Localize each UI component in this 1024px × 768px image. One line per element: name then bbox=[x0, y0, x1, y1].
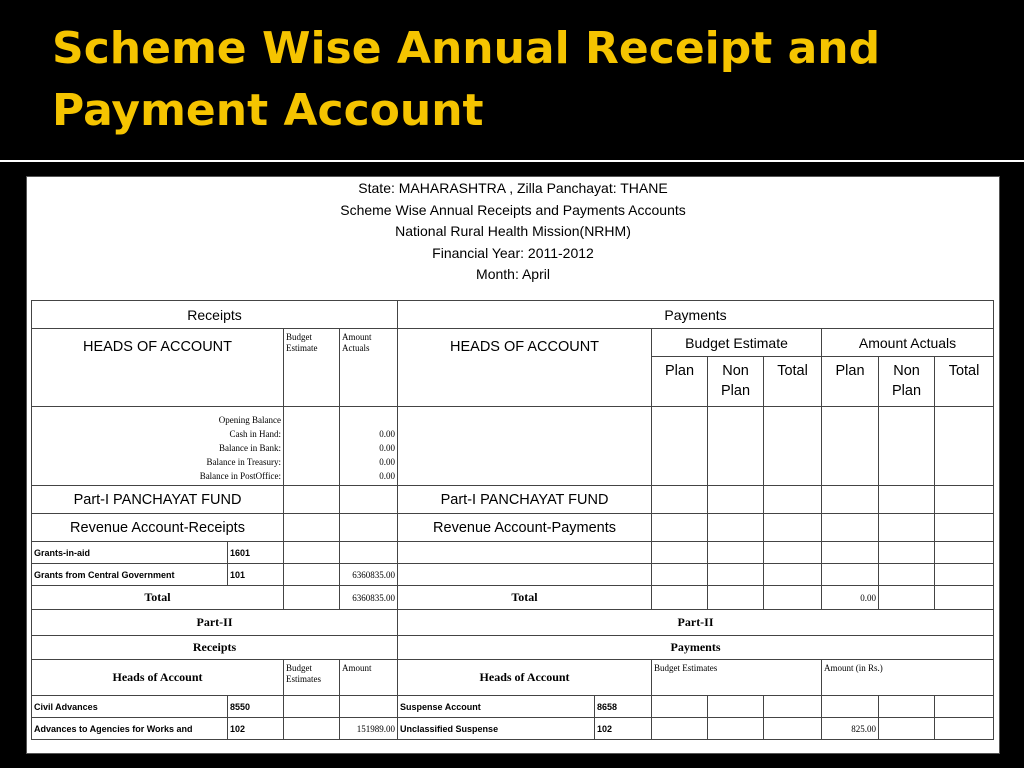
part2-payment-code: 8658 bbox=[595, 696, 652, 718]
payments-amount-actuals-header: Amount Actuals bbox=[822, 329, 994, 357]
part2-payment-amount: 825.00 bbox=[822, 718, 879, 740]
part2-payment-head: Suspense Account bbox=[398, 696, 595, 718]
account-document bbox=[26, 176, 1000, 754]
be-non-plan-header: Non Plan bbox=[708, 357, 764, 407]
aa-plan-header: Plan bbox=[822, 357, 879, 407]
receipts-header: Receipts bbox=[32, 301, 398, 329]
receipts-payments-table bbox=[31, 300, 994, 740]
cash-in-hand-label: Cash in Hand: bbox=[229, 429, 281, 439]
balance-in-bank-amount: 0.00 bbox=[379, 443, 396, 453]
balance-in-treasury-label: Balance in Treasury: bbox=[206, 457, 281, 467]
opening-balance-amounts bbox=[340, 407, 398, 486]
payments-heads-of-account: HEADS OF ACCOUNT bbox=[398, 329, 652, 407]
header-year-line: Financial Year: 2011-2012 bbox=[432, 244, 594, 261]
be-total-header: Total bbox=[764, 357, 822, 407]
aa-total-header: Total bbox=[935, 357, 994, 407]
header-scheme-line: National Rural Health Mission(NRHM) bbox=[395, 223, 631, 239]
table-row bbox=[32, 718, 994, 740]
balance-in-bank-label: Balance in Bank: bbox=[219, 443, 281, 453]
slide-title: Scheme Wise Annual Receipt and Payment Account bbox=[52, 23, 881, 136]
header-month-line: Month: April bbox=[476, 266, 550, 282]
receipt-head: Grants from Central Government bbox=[32, 564, 228, 586]
part2-pay-budget-estimates-header: Budget Estimates bbox=[652, 660, 822, 696]
part2-amount-header: Amount bbox=[340, 660, 398, 696]
table-row bbox=[32, 542, 994, 564]
payments-budget-estimate-header: Budget Estimate bbox=[652, 329, 822, 357]
part2-payment-code: 102 bbox=[595, 718, 652, 740]
title-divider bbox=[0, 160, 1024, 162]
receipt-amount: 6360835.00 bbox=[340, 564, 398, 586]
balance-in-postoffice-amount: 0.00 bbox=[379, 471, 396, 481]
document-header bbox=[27, 177, 999, 286]
revenue-payments-label: Revenue Account-Payments bbox=[398, 514, 652, 542]
payments-header: Payments bbox=[398, 301, 994, 329]
part2-receipts-heads: Heads of Account bbox=[32, 660, 284, 696]
part2-payment-head: Unclassified Suspense bbox=[398, 718, 595, 740]
opening-balance-labels bbox=[32, 407, 284, 486]
table-row bbox=[32, 696, 994, 718]
part2-payments-header: Payments bbox=[398, 636, 994, 660]
balance-in-treasury-amount: 0.00 bbox=[379, 457, 396, 467]
receipt-amount bbox=[340, 542, 398, 564]
part2-payment-amount bbox=[822, 696, 879, 718]
payments-total-actual-plan: 0.00 bbox=[822, 586, 879, 610]
part2-receipt-head: Advances to Agencies for Works and bbox=[32, 718, 228, 740]
part2-amount-in-rs-header: Amount (in Rs.) bbox=[822, 660, 994, 696]
receipts-part2-label: Part-II bbox=[32, 610, 398, 636]
table-row bbox=[32, 564, 994, 586]
part2-receipt-code: 8550 bbox=[228, 696, 284, 718]
receipts-part1-fund: Part-I PANCHAYAT FUND bbox=[32, 486, 284, 514]
header-title-line: Scheme Wise Annual Receipts and Payments Accounts bbox=[340, 201, 686, 218]
part2-receipt-head: Civil Advances bbox=[32, 696, 228, 718]
payments-part2-label: Part-II bbox=[398, 610, 994, 636]
receipts-budget-estimate-header: Budget Estimate bbox=[284, 329, 340, 407]
balance-in-postoffice-label: Balance in PostOffice: bbox=[199, 471, 281, 481]
revenue-receipts-label: Revenue Account-Receipts bbox=[32, 514, 284, 542]
cash-in-hand-amount: 0.00 bbox=[379, 429, 396, 439]
total-row bbox=[32, 586, 994, 610]
receipt-code: 1601 bbox=[228, 542, 284, 564]
header-state-line: State: MAHARASHTRA , Zilla Panchayat: THANE bbox=[358, 180, 668, 196]
receipt-code: 101 bbox=[228, 564, 284, 586]
opening-balance-row bbox=[32, 407, 994, 486]
part2-receipt-amount bbox=[340, 696, 398, 718]
aa-non-plan-header: Non Plan bbox=[879, 357, 935, 407]
part2-receipts-header: Receipts bbox=[32, 636, 398, 660]
receipts-total-amount: 6360835.00 bbox=[340, 586, 398, 610]
part2-budget-estimates-header: Budget Estimates bbox=[284, 660, 340, 696]
receipt-head: Grants-in-aid bbox=[32, 542, 228, 564]
be-plan-header: Plan bbox=[652, 357, 708, 407]
part2-receipt-amount: 151989.00 bbox=[340, 718, 398, 740]
opening-balance-label: Opening Balance bbox=[218, 415, 281, 425]
payments-part1-fund: Part-I PANCHAYAT FUND bbox=[398, 486, 652, 514]
receipts-total-label: Total bbox=[32, 586, 284, 610]
receipts-amount-actuals-header: Amount Actuals bbox=[340, 329, 398, 407]
part2-receipt-code: 102 bbox=[228, 718, 284, 740]
payments-total-label: Total bbox=[398, 586, 652, 610]
receipts-heads-of-account: HEADS OF ACCOUNT bbox=[32, 329, 284, 407]
part2-payments-heads: Heads of Account bbox=[398, 660, 652, 696]
